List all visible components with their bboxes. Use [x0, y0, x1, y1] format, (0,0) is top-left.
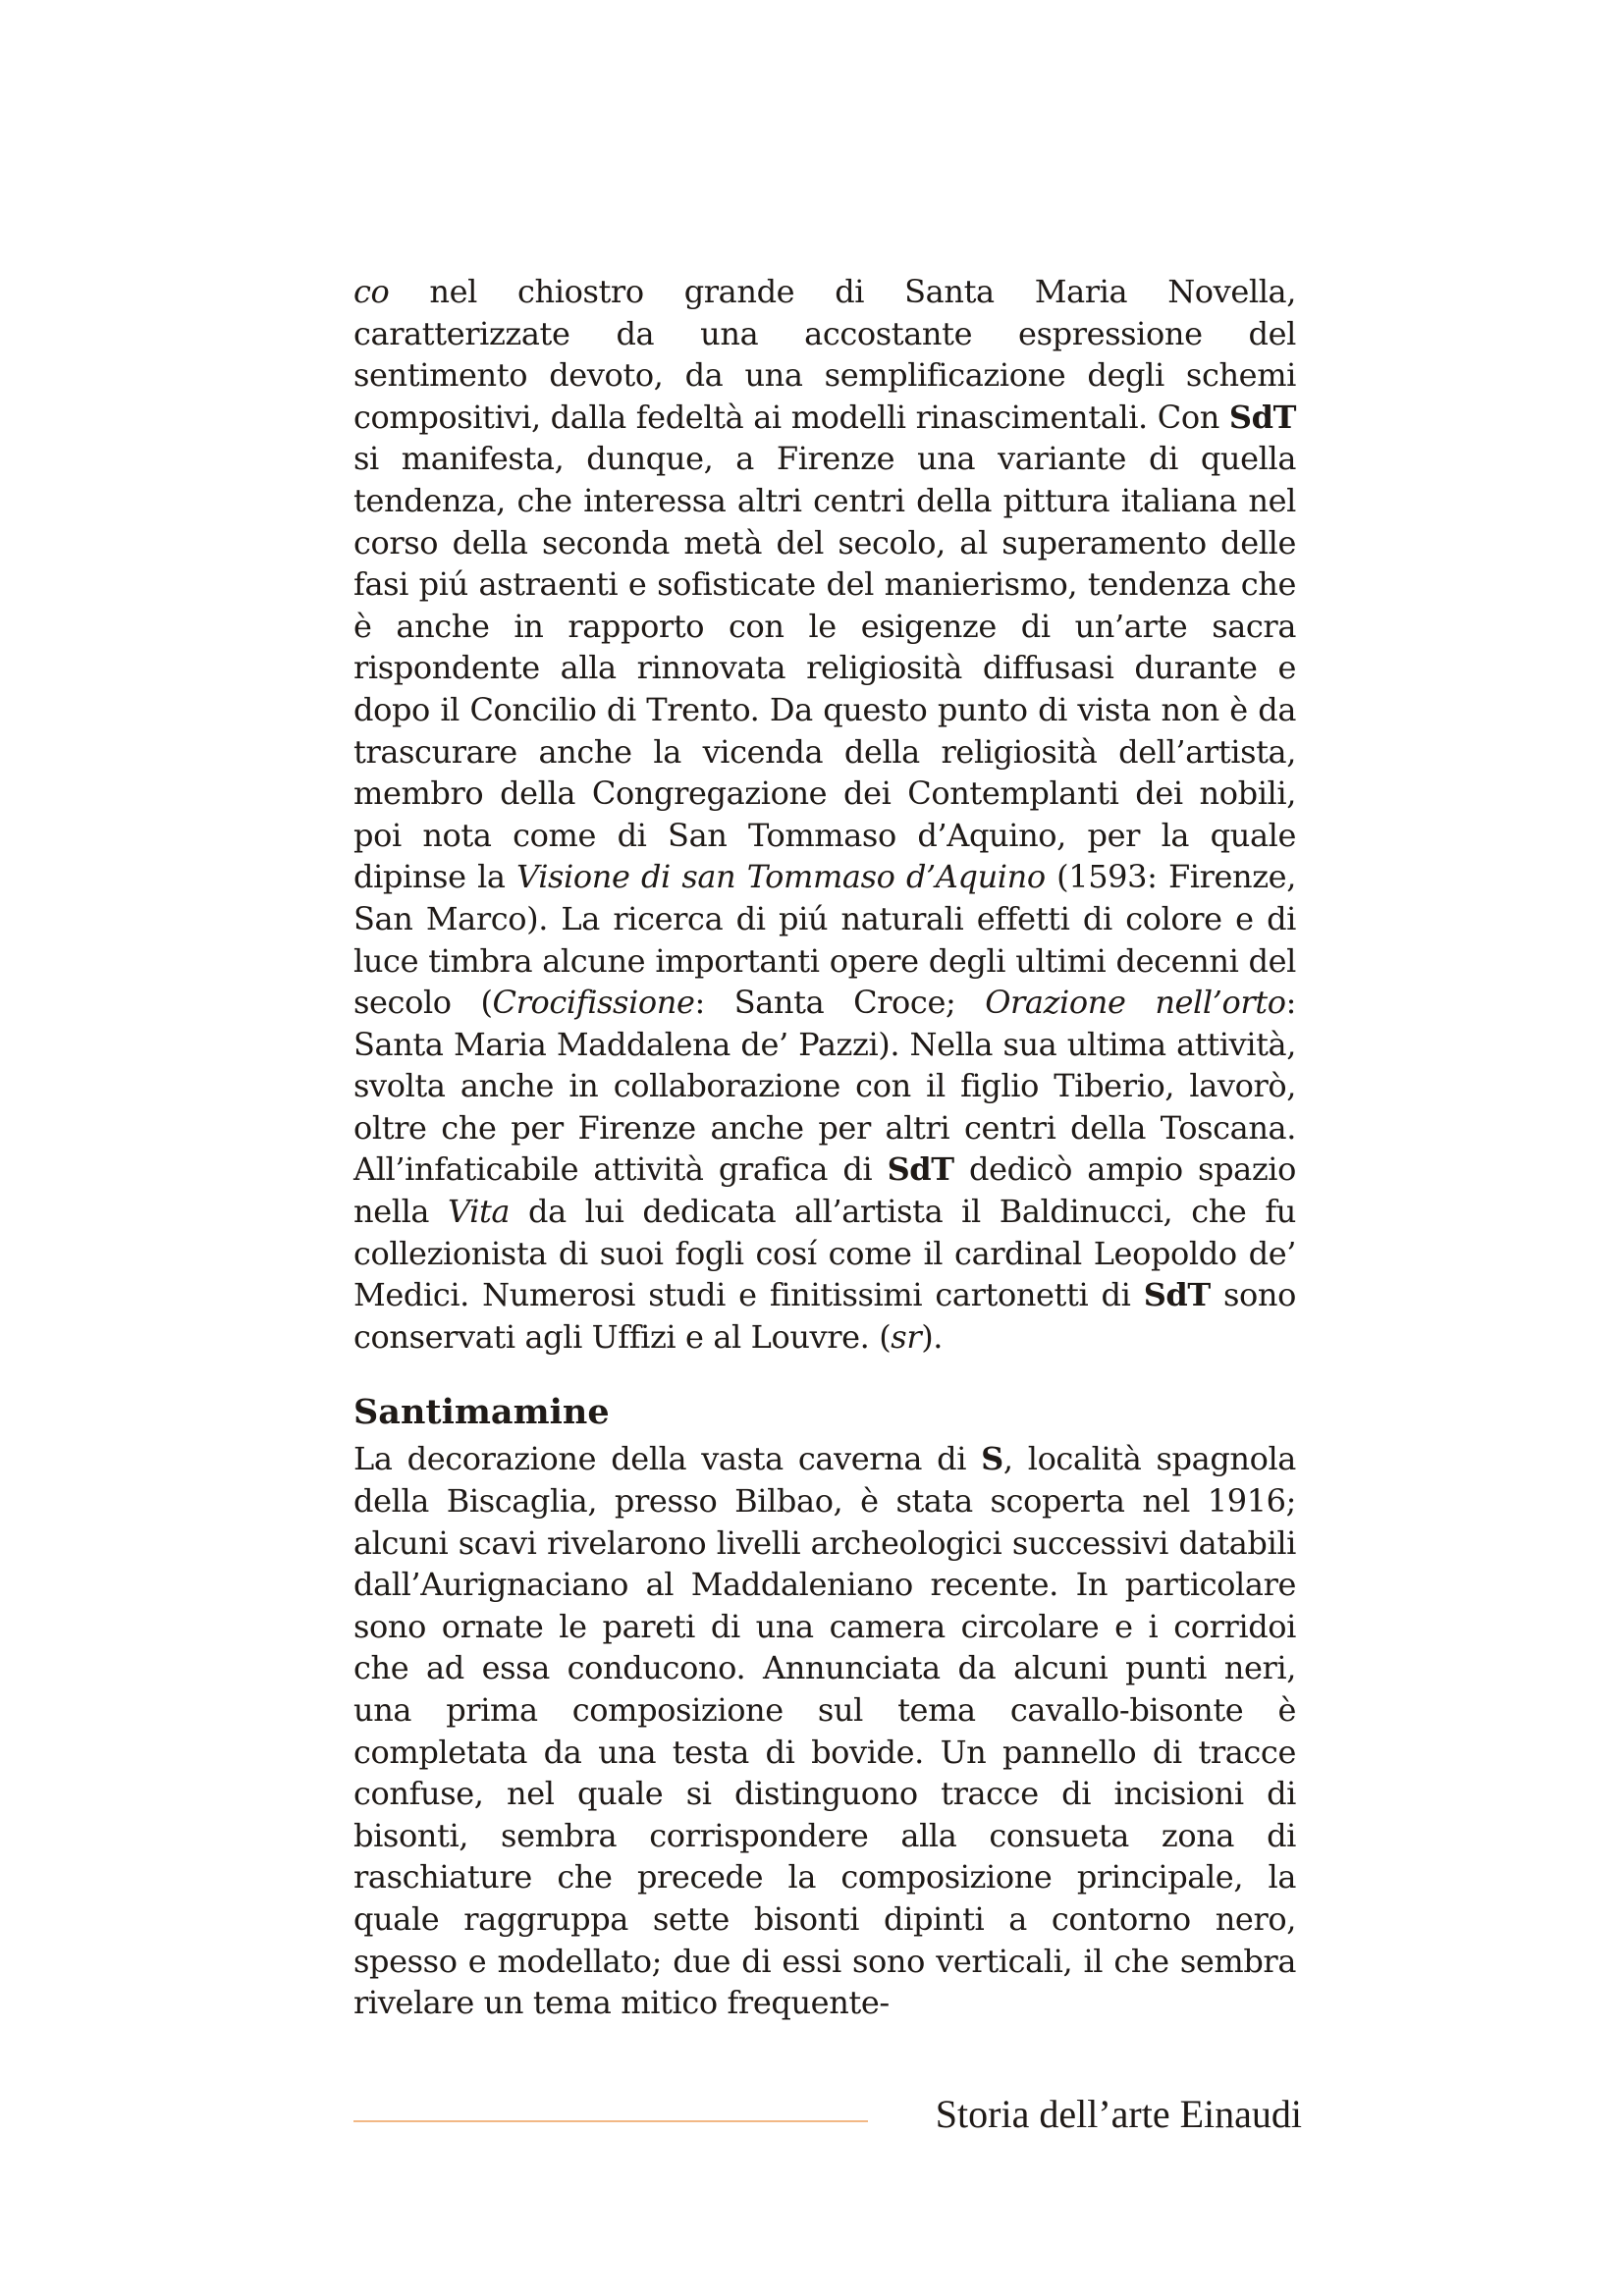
italic-title: co [353, 273, 390, 310]
page-footer [353, 2090, 1302, 2139]
entry-santimamine-text [353, 1438, 1296, 2023]
text-run: , località spagnola della Biscaglia, presso Bilbao, è stata scoperta nel 1916; alcuni scavi rivelarono livelli archeologici successivi databili dall’Aurignaciano al Maddaleniano recente. In particolare sono ornate le pareti di una camera circolare e i corridoi che ad essa conducono. Annunciata da alcuni punti neri, una prima composizione sul tema cavallo-bisonte è completata da una testa di bovide. Un pannello di tracce confuse, nel quale si distinguono tracce di incisioni di bisonti, sembra corrispondere alla consueta zona di raschiature che precede la composizione principale, la quale raggruppa sette bisonti dipinti a contorno nero, spesso e modellato; due di essi sono verticali, il che sembra rivelare un tema mitico frequente- [353, 1440, 1296, 2022]
text-run: sono conservati agli Uffizi e al Louvre. ( [353, 1276, 1296, 1356]
entry-sdt-text [353, 271, 1296, 1358]
text-run: La decorazione della vasta caverna di [353, 1440, 982, 1478]
text-run: : Santa Maria Maddalena de’ Pazzi). Nella sua ultima attività, svolta anche in collaborazione con il figlio Tiberio, lavorò, oltre che per Firenze anche per altri centri della Toscana. All’infaticabile attività grafica di [353, 984, 1296, 1189]
text-run: si manifesta, dunque, a Firenze una variante di quella tendenza, che interessa altri centri della pittura italiana nel corso della seconda metà del secolo, al superamento delle fasi piú astraenti e sofisticate del manierismo, tendenza che è anche in rapporto con le esigenze di un’arte sacra rispondente alla rinnovata religiosità diffusasi durante e dopo il Concilio di Trento. Da questo punto di vista non è da trascurare anche la vicenda della religiosità dell’artista, membro della Congregazione dei Contemplanti dei nobili, poi nota come di San Tommaso d’Aquino, per la quale dipinse la [353, 440, 1296, 896]
entry-heading-santimamine: Santimamine [353, 1392, 610, 1433]
italic-title: Crocifissione [492, 984, 695, 1022]
bold-abbreviation: S [981, 1440, 1003, 1478]
bold-abbreviation: SdT [1143, 1276, 1211, 1314]
text-run: : Santa Croce; [694, 984, 986, 1022]
text-run: dedicò ampio spazio nella [353, 1150, 1296, 1231]
footer-rule [353, 2120, 868, 2122]
italic-title: Visione di san Tommaso d’Aquino [516, 858, 1046, 896]
italic-title: Vita [447, 1193, 511, 1231]
page-body [353, 271, 1296, 2024]
italic-title: Orazione nell’orto [985, 984, 1286, 1022]
italic-title: sr [891, 1317, 922, 1356]
footer-title: Storia dell’arte Einaudi [935, 2092, 1302, 2136]
text-run: nel chiostro grande di Santa Maria Novella, caratterizzate da una accostante espressione del sentimento devoto, da una semplificazione degli schemi compositivi, dalla fedeltà ai modelli rinascimentali. Con [353, 273, 1296, 436]
bold-abbreviation: SdT [1228, 398, 1296, 436]
bold-abbreviation: SdT [887, 1150, 954, 1189]
text-run: (1593: Firenze, San Marco). La ricerca di piú naturali effetti di colore e di luce timbra alcune importanti opere degli ultimi decenni del secolo ( [353, 858, 1296, 1022]
text-run: ). [921, 1317, 944, 1356]
text-run: da lui dedicata all’artista il Baldinucci, che fu collezionista di suoi fogli cosí come il cardinal Leopoldo de’ Medici. Numerosi studi e finitissimi cartonetti di [353, 1193, 1296, 1314]
